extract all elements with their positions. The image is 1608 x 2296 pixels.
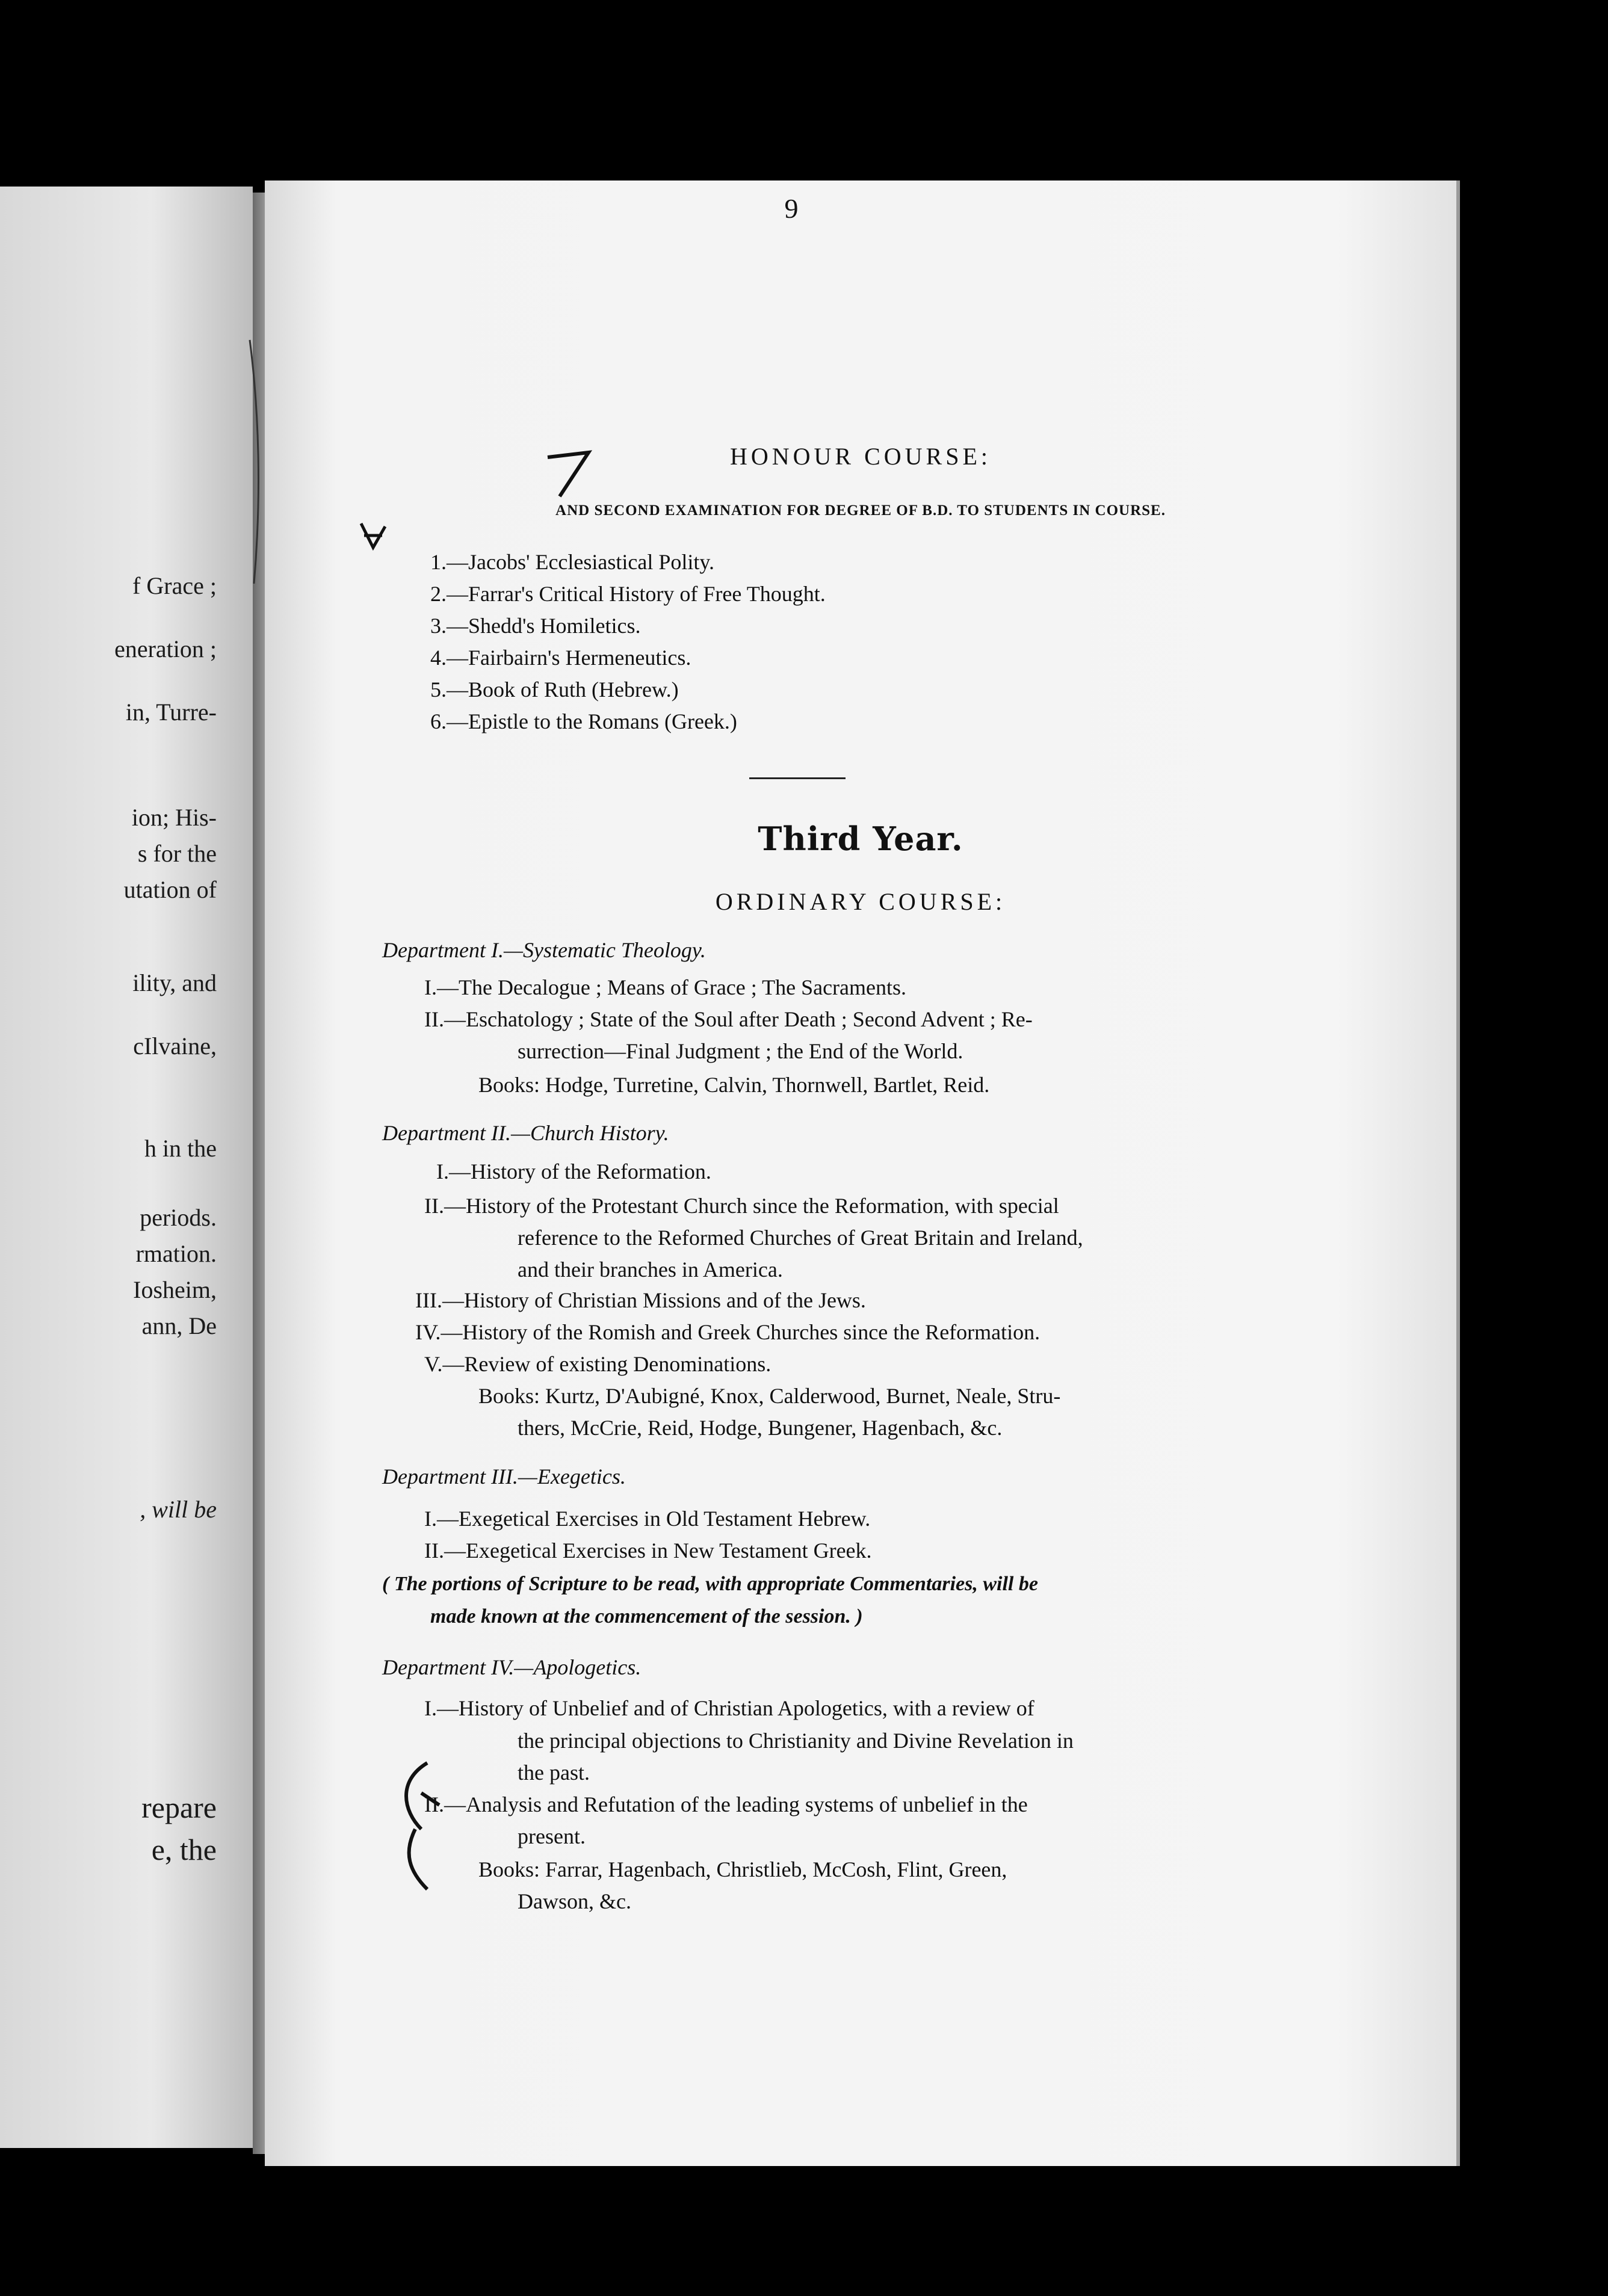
honour-item: 2.—Farrar's Critical History of Free Thought. (430, 582, 826, 606)
left-fragment: h in the (144, 1135, 217, 1162)
year-heading: Third Year. (758, 819, 963, 858)
honour-item: 1.—Jacobs' Ecclesiastical Polity. (430, 550, 715, 574)
course-line: IV.—History of the Romish and Greek Churches since the Reformation. (415, 1320, 1041, 1344)
left-fragment: ility, and (132, 969, 217, 996)
course-line: and their branches in America. (518, 1258, 783, 1282)
ordinary-course-heading: ORDINARY COURSE: (715, 888, 1006, 915)
books-line: Books: Hodge, Turretine, Calvin, Thornwell, Bartlet, Reid. (478, 1073, 990, 1097)
department-title: Department III.—Exegetics. (382, 1464, 626, 1489)
section-divider (749, 777, 846, 779)
left-fragment: periods. (140, 1204, 217, 1231)
honour-item: 3.—Shedd's Homiletics. (430, 614, 641, 638)
left-fragment: ion; His- (131, 804, 217, 831)
course-line: the principal objections to Christianity and Divine Revelation in (518, 1729, 1074, 1753)
pencil-mark (385, 1757, 463, 1895)
left-fragment: eneration ; (114, 635, 217, 662)
course-line: I.—The Decalogue ; Means of Grace ; The Sacraments. (424, 975, 907, 999)
department-title: Department II.—Church History. (382, 1121, 669, 1145)
course-line: surrection—Final Judgment ; the End of the World. (518, 1039, 963, 1063)
course-line: V.—Review of existing Denominations. (424, 1352, 772, 1376)
session-note: ( The portions of Scripture to be read, with appropriate Commentaries, will be (382, 1573, 1038, 1595)
left-fragment: f Grace ; (132, 572, 217, 599)
course-line: II.—Analysis and Refutation of the leading systems of unbelief in the (424, 1792, 1028, 1816)
left-fragment: ann, De (141, 1312, 217, 1339)
left-fragment: cIlvaine, (133, 1032, 217, 1060)
honour-course-heading: HONOUR COURSE: (729, 443, 992, 470)
course-line: III.—History of Christian Missions and of the Jews. (415, 1288, 866, 1312)
course-line: I.—History of the Reformation. (436, 1159, 711, 1183)
honour-item: 6.—Epistle to the Romans (Greek.) (430, 709, 737, 733)
course-line: the past. (518, 1761, 590, 1785)
honour-item: 4.—Fairbairn's Hermeneutics. (430, 646, 691, 670)
left-fragment: in, Turre- (125, 699, 217, 726)
left-fragment: utation of (123, 876, 217, 903)
course-line: I.—Exegetical Exercises in Old Testament Hebrew. (424, 1507, 871, 1531)
pencil-mark (542, 445, 596, 499)
page-number: 9 (784, 193, 799, 224)
department-title: Department I.—Systematic Theology. (382, 938, 706, 962)
books-line: Dawson, &c. (518, 1889, 631, 1913)
pencil-mark (355, 517, 391, 554)
left-fragment: , will be (140, 1496, 217, 1523)
left-fragment: e, the (151, 1833, 217, 1866)
books-line: thers, McCrie, Reid, Hodge, Bungener, Hagenbach, &c. (518, 1416, 1003, 1440)
left-fragment: Iosheim, (133, 1276, 217, 1303)
course-line: reference to the Reformed Churches of Great Britain and Ireland, (518, 1226, 1083, 1250)
left-fragment: s for the (137, 840, 217, 867)
books-line: Books: Farrar, Hagenbach, Christlieb, McCosh, Flint, Green, (478, 1857, 1007, 1881)
course-line: II.—Eschatology ; State of the Soul after Death ; Second Advent ; Re- (424, 1007, 1033, 1031)
left-fragment: rmation. (135, 1240, 217, 1267)
honour-item: 5.—Book of Ruth (Hebrew.) (430, 677, 679, 702)
honour-course-subtitle: AND SECOND EXAMINATION FOR DEGREE OF B.D. TO STUDENTS IN COURSE. (555, 502, 1166, 519)
session-note: made known at the commencement of the session. ) (430, 1605, 863, 1628)
books-line: Books: Kurtz, D'Aubigné, Knox, Calderwood, Burnet, Neale, Stru- (478, 1384, 1061, 1408)
pencil-mark (247, 337, 265, 590)
course-line: II.—History of the Protestant Church since the Reformation, with special (424, 1194, 1059, 1218)
left-facing-page (0, 187, 253, 2148)
left-fragment: repare (141, 1791, 217, 1824)
department-title: Department IV.—Apologetics. (382, 1655, 642, 1679)
course-line: II.—Exegetical Exercises in New Testament Greek. (424, 1538, 872, 1563)
course-line: I.—History of Unbelief and of Christian Apologetics, with a review of (424, 1696, 1034, 1720)
course-line: present. (518, 1824, 586, 1848)
